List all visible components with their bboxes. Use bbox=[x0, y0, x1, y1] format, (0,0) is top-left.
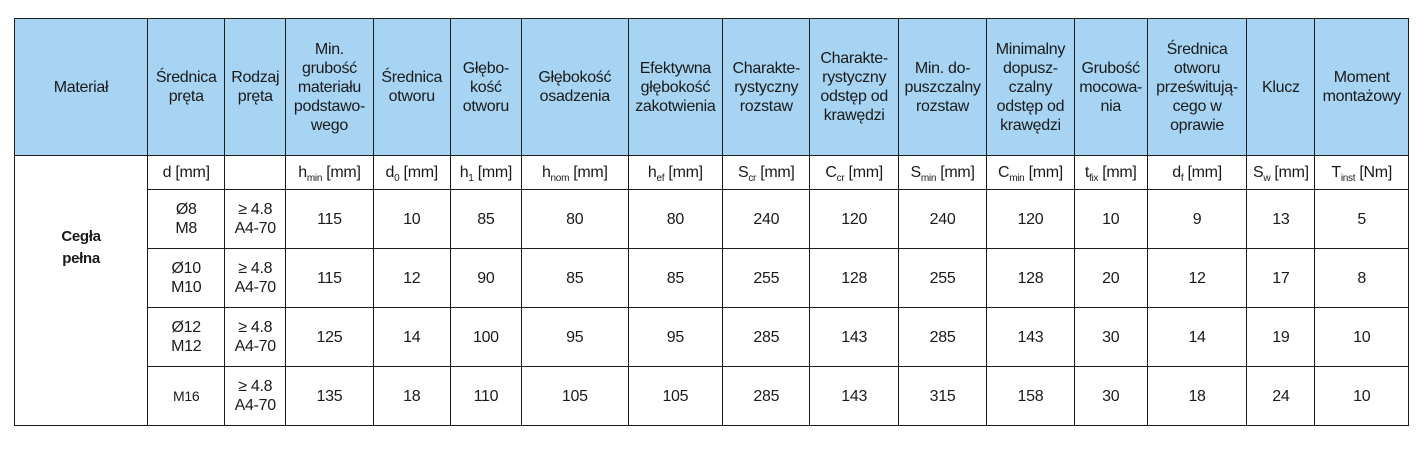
cell-rod-size: Ø10 M10 bbox=[148, 249, 225, 308]
cell-tfix: 20 bbox=[1074, 249, 1147, 308]
unit-scr: $S_{cr}$ [mm] bbox=[723, 156, 810, 190]
header-hole-diameter: Średnica otworu bbox=[373, 19, 450, 156]
cell-ccr: 143 bbox=[810, 308, 898, 367]
cell-hef: 85 bbox=[628, 249, 722, 308]
header-installation-torque: Moment montażowy bbox=[1315, 19, 1409, 156]
material-name-line: Cegła bbox=[61, 228, 101, 245]
unit-d0: $d_0$ [mm] bbox=[373, 156, 450, 190]
header-hole-depth: Głębo- kość otworu bbox=[450, 19, 521, 156]
cell-hmin: 115 bbox=[286, 249, 373, 308]
cell-hef: 95 bbox=[628, 308, 722, 367]
cell-cmin: 120 bbox=[987, 190, 1074, 249]
cell-tinst: 10 bbox=[1315, 308, 1409, 367]
cell-h1: 110 bbox=[450, 367, 521, 426]
cell-d0: 10 bbox=[373, 190, 450, 249]
header-clearance-hole-diameter: Średnica otworu prześwitują- cego w oprawie bbox=[1147, 19, 1247, 156]
cell-h1: 100 bbox=[450, 308, 521, 367]
cell-tfix: 10 bbox=[1074, 190, 1147, 249]
cell-hmin: 115 bbox=[286, 190, 373, 249]
cell-sw: 24 bbox=[1247, 367, 1315, 426]
cell-hmin: 125 bbox=[286, 308, 373, 367]
unit-rod-type bbox=[225, 156, 286, 190]
cell-hnom: 80 bbox=[521, 190, 628, 249]
table-row bbox=[15, 367, 1409, 426]
unit-hnom: $h_{nom}$ [mm] bbox=[521, 156, 628, 190]
unit-df: $d_f$ [mm] bbox=[1147, 156, 1247, 190]
table-row bbox=[15, 190, 1409, 249]
unit-tinst: $T_{inst}$ [Nm] bbox=[1315, 156, 1409, 190]
cell-hmin: 135 bbox=[286, 367, 373, 426]
cell-scr: 240 bbox=[723, 190, 810, 249]
cell-hef: 105 bbox=[628, 367, 722, 426]
cell-rod-type: ≥ 4.8 A4-70 bbox=[225, 190, 286, 249]
cell-smin: 255 bbox=[898, 249, 986, 308]
cell-rod-size: M16 bbox=[148, 367, 225, 426]
unit-ccr: $C_{cr}$ [mm] bbox=[810, 156, 898, 190]
cell-tinst: 8 bbox=[1315, 249, 1409, 308]
header-embedment-depth: Głębokość osadzenia bbox=[521, 19, 628, 156]
unit-hef: $h_{ef}$ [mm] bbox=[628, 156, 722, 190]
cell-rod-type: ≥ 4.8 A4-70 bbox=[225, 249, 286, 308]
cell-ccr: 143 bbox=[810, 367, 898, 426]
cell-tinst: 10 bbox=[1315, 367, 1409, 426]
unit-sw: $S_w$ [mm] bbox=[1247, 156, 1315, 190]
cell-h1: 90 bbox=[450, 249, 521, 308]
cell-smin: 240 bbox=[898, 190, 986, 249]
unit-h1: $h_1$ [mm] bbox=[450, 156, 521, 190]
table-row bbox=[15, 249, 1409, 308]
unit-cmin: $C_{min}$ [mm] bbox=[987, 156, 1074, 190]
header-fixture-thickness: Grubość mocowa- nia bbox=[1074, 19, 1147, 156]
header-row bbox=[15, 19, 1409, 156]
cell-d0: 12 bbox=[373, 249, 450, 308]
header-min-spacing: Min. do- puszczalny rozstaw bbox=[898, 19, 986, 156]
units-row bbox=[15, 156, 1409, 190]
cell-h1: 85 bbox=[450, 190, 521, 249]
cell-smin: 285 bbox=[898, 308, 986, 367]
cell-rod-size: Ø8 M8 bbox=[148, 190, 225, 249]
cell-scr: 285 bbox=[723, 308, 810, 367]
header-effective-anchorage-depth: Efektywna głębokość zakotwienia bbox=[628, 19, 722, 156]
spec-table-container bbox=[14, 18, 1409, 426]
cell-d0: 18 bbox=[373, 367, 450, 426]
unit-hmin: $h_{min}$ [mm] bbox=[286, 156, 373, 190]
cell-df: 9 bbox=[1147, 190, 1247, 249]
cell-scr: 255 bbox=[723, 249, 810, 308]
cell-cmin: 128 bbox=[987, 249, 1074, 308]
cell-sw: 19 bbox=[1247, 308, 1315, 367]
cell-sw: 17 bbox=[1247, 249, 1315, 308]
cell-rod-type: ≥ 4.8 A4-70 bbox=[225, 308, 286, 367]
cell-hnom: 105 bbox=[521, 367, 628, 426]
cell-df: 18 bbox=[1147, 367, 1247, 426]
header-characteristic-edge-distance: Charakte- rystyczny odstęp od krawędzi bbox=[810, 19, 898, 156]
cell-cmin: 158 bbox=[987, 367, 1074, 426]
cell-hef: 80 bbox=[628, 190, 722, 249]
cell-ccr: 120 bbox=[810, 190, 898, 249]
table-row bbox=[15, 308, 1409, 367]
cell-hnom: 95 bbox=[521, 308, 628, 367]
material-cell bbox=[15, 156, 148, 426]
cell-tfix: 30 bbox=[1074, 367, 1147, 426]
anchor-spec-table bbox=[14, 18, 1409, 426]
cell-tfix: 30 bbox=[1074, 308, 1147, 367]
cell-d0: 14 bbox=[373, 308, 450, 367]
unit-smin: $S_{min}$ [mm] bbox=[898, 156, 986, 190]
cell-scr: 285 bbox=[723, 367, 810, 426]
header-material: Materiał bbox=[15, 19, 148, 156]
cell-rod-size: Ø12 M12 bbox=[148, 308, 225, 367]
cell-df: 14 bbox=[1147, 308, 1247, 367]
header-rod-diameter: Średnica pręta bbox=[148, 19, 225, 156]
header-rod-type: Rodzaj pręta bbox=[225, 19, 286, 156]
cell-sw: 13 bbox=[1247, 190, 1315, 249]
header-wrench-size: Klucz bbox=[1247, 19, 1315, 156]
unit-tfix: $t_{fix}$ [mm] bbox=[1074, 156, 1147, 190]
cell-cmin: 143 bbox=[987, 308, 1074, 367]
material-name-line: pełna bbox=[62, 250, 100, 267]
cell-rod-type: ≥ 4.8 A4-70 bbox=[225, 367, 286, 426]
cell-tinst: 5 bbox=[1315, 190, 1409, 249]
header-min-edge-distance: Minimalny dopusz- czalny odstęp od krawędzi bbox=[987, 19, 1074, 156]
header-min-base-thickness: Min. grubość materiału podstawo- wego bbox=[286, 19, 373, 156]
header-characteristic-spacing: Charakte- rystyczny rozstaw bbox=[723, 19, 810, 156]
unit-d: d [mm] bbox=[148, 156, 225, 190]
cell-smin: 315 bbox=[898, 367, 986, 426]
cell-df: 12 bbox=[1147, 249, 1247, 308]
cell-hnom: 85 bbox=[521, 249, 628, 308]
cell-ccr: 128 bbox=[810, 249, 898, 308]
